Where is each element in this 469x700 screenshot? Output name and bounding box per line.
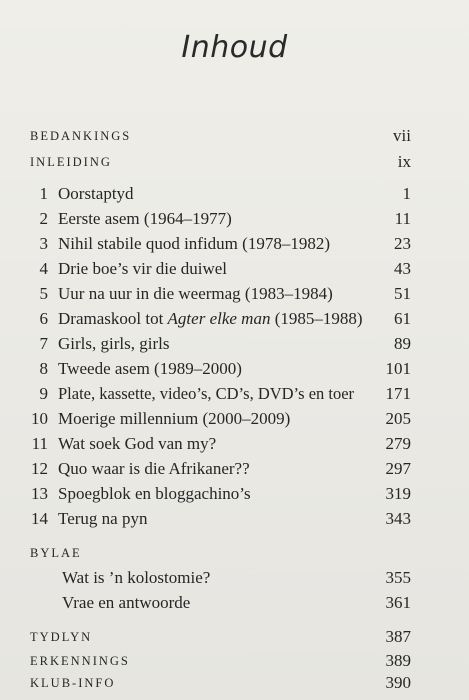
chapter-title-suffix: (1985–1988) (270, 309, 363, 328)
page-title: Inhoud (181, 30, 288, 65)
toc-page: 389 (385, 651, 411, 670)
chapter-page: 89 (394, 334, 411, 353)
toc-label: INLEIDING (30, 155, 112, 169)
toc-entry-inleiding (0, 149, 469, 175)
chapter-page: 23 (394, 234, 411, 253)
toc-page: vii (393, 126, 411, 145)
chapter-title (58, 306, 363, 332)
chapter-page: 279 (385, 434, 411, 453)
toc-page: 387 (385, 627, 411, 646)
chapter-title: Moerige millennium (2000–2009) (58, 409, 291, 428)
appendix-title: Vrae en antwoorde (62, 593, 191, 612)
toc-chapter (0, 506, 469, 532)
chapter-title: Tweede asem (1989–2000) (58, 359, 242, 378)
appendix-heading: BYLAE (30, 546, 82, 560)
appendix-page: 361 (385, 593, 411, 612)
chapter-number: 12 (31, 459, 48, 478)
chapter-number: 14 (31, 509, 48, 528)
toc-chapter (0, 381, 469, 407)
toc-chapter (0, 406, 469, 432)
toc-page: ix (397, 152, 411, 171)
chapter-number: 2 (39, 209, 48, 228)
toc-entry-klub-info (0, 670, 469, 696)
chapter-number: 4 (39, 259, 48, 278)
chapter-page: 51 (394, 284, 411, 303)
toc-chapter (0, 256, 469, 282)
chapter-page: 205 (385, 409, 411, 428)
toc-chapter (0, 481, 469, 507)
chapter-title: Quo waar is die Afrikaner?? (58, 459, 250, 478)
toc-chapter (0, 181, 469, 207)
chapter-number: 9 (39, 384, 48, 403)
toc-entry-tydlyn (0, 624, 469, 650)
chapter-title-italic: Agter elke man (167, 309, 271, 328)
toc-appendix-heading (0, 540, 469, 566)
chapter-number: 10 (31, 409, 48, 428)
chapter-page: 1 (402, 184, 411, 203)
chapter-title: Plate, kassette, video’s, CD’s, DVD’s en toer (58, 384, 355, 403)
chapter-page: 101 (385, 359, 411, 378)
toc-appendix-item (0, 565, 469, 591)
chapter-title: Drie boe’s vir die duiwel (58, 259, 228, 278)
toc-label: BEDANKINGS (30, 129, 132, 143)
chapter-title: Girls, girls, girls (58, 334, 170, 353)
chapter-number: 11 (31, 434, 48, 453)
toc-chapter (0, 206, 469, 232)
toc-label: KLUB-INFO (30, 676, 116, 690)
chapter-number: 5 (39, 284, 48, 303)
toc-chapter (0, 231, 469, 257)
toc-chapter (0, 356, 469, 382)
chapter-page: 171 (385, 384, 411, 403)
toc-chapter (0, 306, 469, 332)
chapter-title: Eerste asem (1964–1977) (58, 209, 232, 228)
chapter-page: 297 (385, 459, 411, 478)
chapter-page: 61 (394, 309, 411, 328)
toc-chapter (0, 456, 469, 482)
chapter-number: 8 (39, 359, 48, 378)
toc-label: TYDLYN (30, 630, 93, 644)
chapter-number: 1 (39, 184, 48, 203)
chapter-title: Terug na pyn (58, 509, 148, 528)
chapter-title: Uur na uur in die weermag (1983–1984) (58, 284, 333, 303)
chapter-number: 3 (39, 234, 48, 253)
chapter-page: 11 (394, 209, 411, 228)
chapter-title-prefix: Dramaskool tot (58, 309, 168, 328)
appendix-title: Wat is ’n kolostomie? (62, 568, 211, 587)
chapter-number: 13 (31, 484, 48, 503)
chapter-number: 6 (39, 309, 48, 328)
chapter-number: 7 (39, 334, 48, 353)
toc-page: 390 (385, 673, 411, 692)
toc-entry-bedankings (0, 123, 469, 149)
toc-chapter (0, 431, 469, 457)
chapter-title: Wat soek God van my? (58, 434, 217, 453)
toc-appendix-item (0, 590, 469, 616)
chapter-title: Nihil stabile quod infidum (1978–1982) (58, 234, 330, 253)
chapter-title: Oorstaptyd (58, 184, 134, 203)
chapter-page: 43 (394, 259, 411, 278)
chapter-page: 343 (385, 509, 411, 528)
chapter-title: Spoegblok en bloggachino’s (58, 484, 251, 503)
toc-label: ERKENNINGS (30, 654, 130, 668)
chapter-page: 319 (385, 484, 411, 503)
appendix-page: 355 (385, 568, 411, 587)
toc-chapter (0, 331, 469, 357)
toc-chapter (0, 281, 469, 307)
